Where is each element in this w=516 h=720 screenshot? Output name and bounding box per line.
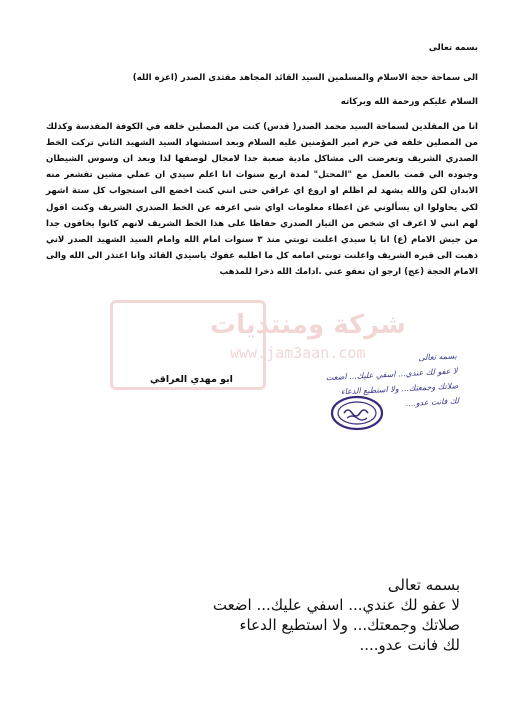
transcript-line: لا عفو لك عندي... اسفي عليك... اضعت [212,596,460,614]
greeting: السلام عليكم ورحمة الله وبركاته [340,97,478,108]
handwritten-line: لك فانت عدو.... [405,396,460,409]
handwritten-line: لا عفو لك عندي... اسفي عليك... اضعت [325,366,458,383]
typed-transcript [180,575,460,655]
handwritten-line: بسمه تعالى [418,351,457,363]
transcript-line: صلاتك وجمعتك... ولا استطيع الدعاء [239,616,460,634]
letter-body [46,40,478,281]
addressee: الى سماحة حجة الاسلام والمسلمين السيد القائد المجاهد مقتدى الصدر (اعزه الله) [132,73,478,84]
transcript-line: لك فانت عدو.... [359,636,460,654]
transcript-line: بسمه تعالى [387,576,460,594]
watermark-url: www.jam3aan.com [230,344,366,362]
seal-stamp [330,395,384,431]
signature-name: ابو مهدي العراقي [150,374,233,385]
salutation: بسمه تعالى [428,43,478,53]
handwritten-line: صلاتك وجمعتك... ولا استطيع الدعاء [340,381,459,397]
watermark-text: شركة ومنتديات [210,310,406,340]
letter-paragraph: انا من المقلدين لسماحة السيد محمد الصدر( قدس) كنت من المصلين خلفه في الكوفة المقدسة وكذلك من المصلين خلفه في حرم امير المؤمنين عليه السلام وبعد استشهاد السيد الشهيد الثاني تركت الخط الصدري الشريف وتعرضت الى مشاكل مادية صعبة جدا لامجال لوصفها لذا وبعد ان وسوس الشيطان وجنوده الي قمت بالعمل مع "المحتل" لمدة اربع سنوات انا اعلم سيدي ان عملي مشين تقشعر منه الابدان لكن والله يشهد لم اظلم او اروع اي عراقي حتى انني كنت اخضع الى استجواب كل ستة اشهر لكي يحاولوا ان يسألوني عن اعطاء معلومات اواي شي اعرفه عن الخط الصدري الشريف وكنت اقول لهم انني لا اعرف اي شخص من التيار الصدري حفاظا على هذا الخط الشريف لانهم كانوا يخافون جدا من جيش الامام (ع) انا يا سيدي اعلنت توبتي منذ ٣ سنوات امام الله وامام السيد الشهيد الصدر لاني ذهبت الى قبره الشريف واعلنت توبتي امامه كل ما اطلبه عفوك ياسيدي القائد وانا اعتذر الى الله والى الامام الحجة (عج) ارجو ان تعفو عني .ادامك الله ذخرا للمذهب [46,121,478,278]
